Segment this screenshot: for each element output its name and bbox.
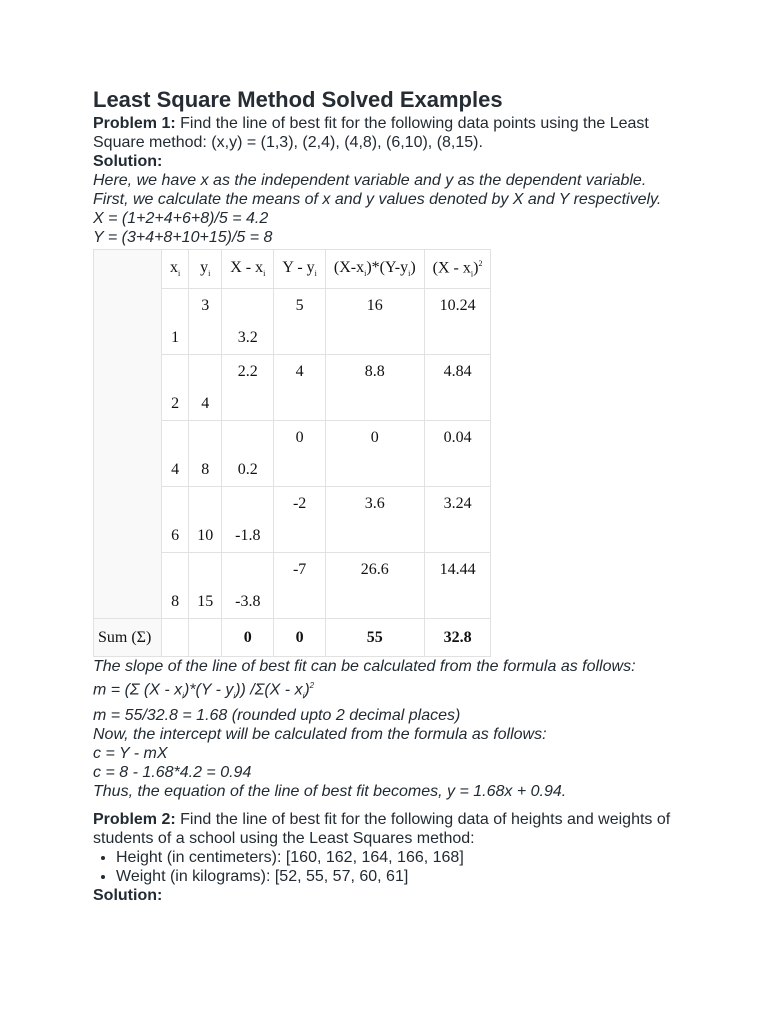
intercept-formula: c = Y - mX bbox=[93, 744, 168, 762]
slope-value: m = 55/32.8 = 1.68 (rounded upto 2 decimal places) bbox=[93, 706, 461, 724]
cell-y: 10 bbox=[189, 487, 222, 553]
mean-y-formula: Y = (3+4+8+10+15)/5 = 8 bbox=[93, 229, 273, 246]
cell-y: 3 bbox=[189, 289, 222, 355]
cell-x-minus-xi: 2.2 bbox=[222, 355, 274, 421]
header-x-minus-xi: X - $x_i$ bbox=[222, 250, 274, 289]
cell-product: 26.6 bbox=[325, 553, 424, 619]
cell-x: 1 bbox=[162, 289, 189, 355]
intercept-value: c = 8 - 1.68*4.2 = 0.94 bbox=[93, 763, 252, 781]
header-y-minus-yi: Y - $y_i$ bbox=[274, 250, 326, 289]
cell-y-minus-yi: 4 bbox=[274, 355, 326, 421]
cell-product: 16 bbox=[325, 289, 424, 355]
cell-x-minus-xi: 0.2 bbox=[222, 421, 274, 487]
cell-x-minus-xi: -1.8 bbox=[222, 487, 274, 553]
mean-x-formula: X = (1+2+4+6+8)/5 = 4.2 bbox=[93, 210, 269, 227]
table-sum-row bbox=[94, 619, 491, 657]
table-corner-cell bbox=[94, 250, 162, 619]
cell-x-minus-xi: -3.8 bbox=[222, 553, 274, 619]
cell-product: 3.6 bbox=[325, 487, 424, 553]
problem-2-solution-label: Solution: bbox=[93, 886, 163, 904]
problem-2-data-list bbox=[93, 848, 683, 886]
cell-y-minus-yi: -2 bbox=[274, 487, 326, 553]
page-title: Least Square Method Solved Examples bbox=[93, 87, 503, 112]
header-yi: $y_i$ bbox=[189, 250, 222, 289]
article-content bbox=[93, 86, 683, 905]
cell-y-minus-yi: 5 bbox=[274, 289, 326, 355]
calculation-table bbox=[93, 249, 491, 657]
table-header-row bbox=[94, 250, 491, 289]
problem-1-text: Find the line of best fit for the following data points using the Least Square method: (x,y) = (1,3), (2,4), (4,8), (6,10), (8,15). bbox=[93, 115, 649, 151]
intercept-intro: Now, the intercept will be calculated from the formula as follows: bbox=[93, 725, 547, 743]
cell-y: 4 bbox=[189, 355, 222, 421]
header-square: $(X - x_i)^2$ bbox=[424, 250, 491, 289]
cell-square: 4.84 bbox=[424, 355, 491, 421]
cell-y-minus-yi: -7 bbox=[274, 553, 326, 619]
cell-x: 2 bbox=[162, 355, 189, 421]
list-item: • Height (in centimeters): [160, 162, 164, 166, 168] bbox=[116, 848, 683, 867]
slope-intro: The slope of the line of best fit can be calculated from the formula as follows: bbox=[93, 658, 636, 675]
problem-2-text: Find the line of best fit for the following data of heights and weights of students of a school using the Least Squares method: bbox=[93, 810, 671, 847]
cell-x: 8 bbox=[162, 553, 189, 619]
list-item: • Weight (in kilograms): [52, 55, 57, 60, 61] bbox=[116, 867, 683, 886]
sum-y-empty bbox=[189, 619, 222, 657]
problem-2-statement bbox=[93, 810, 683, 848]
problem-1-intro: Here, we have x as the independent variable and y as the dependent variable. First, we calculate the means of x and y values denoted by X and Y respectively. bbox=[93, 172, 662, 208]
problem-2-label: Problem 2: bbox=[93, 810, 176, 828]
cell-y: 8 bbox=[189, 421, 222, 487]
cell-square: 3.24 bbox=[424, 487, 491, 553]
sum-y-minus-yi: 0 bbox=[274, 619, 326, 657]
cell-product: 0 bbox=[325, 421, 424, 487]
cell-y-minus-yi: 0 bbox=[274, 421, 326, 487]
sum-square: 32.8 bbox=[424, 619, 491, 657]
cell-square: 14.44 bbox=[424, 553, 491, 619]
cell-x: 4 bbox=[162, 421, 189, 487]
conclusion: Thus, the equation of the line of best fit becomes, y = 1.68x + 0.94. bbox=[93, 782, 567, 800]
cell-square: 0.04 bbox=[424, 421, 491, 487]
slope-formula: m = (Σ $(X - x_i)*(Y - y_i)$) $/\Sigma(X - x_i)^2$ bbox=[93, 681, 315, 701]
problem-1-solution-label: Solution: bbox=[93, 153, 163, 170]
sum-label: Sum (Σ) bbox=[94, 619, 162, 657]
cell-x-minus-xi: 3.2 bbox=[222, 289, 274, 355]
cell-y: 15 bbox=[189, 553, 222, 619]
section-gap bbox=[93, 801, 683, 810]
cell-square: 10.24 bbox=[424, 289, 491, 355]
cell-product: 8.8 bbox=[325, 355, 424, 421]
problem-1-label: Problem 1: bbox=[93, 115, 176, 132]
problem-1-statement bbox=[93, 114, 683, 152]
header-product: $(X-x_i)*(Y-y_i)$ bbox=[325, 250, 424, 289]
sum-x-minus-xi: 0 bbox=[222, 619, 274, 657]
sum-product: 55 bbox=[325, 619, 424, 657]
sum-x-empty bbox=[162, 619, 189, 657]
header-xi: $x_i$ bbox=[162, 250, 189, 289]
cell-x: 6 bbox=[162, 487, 189, 553]
